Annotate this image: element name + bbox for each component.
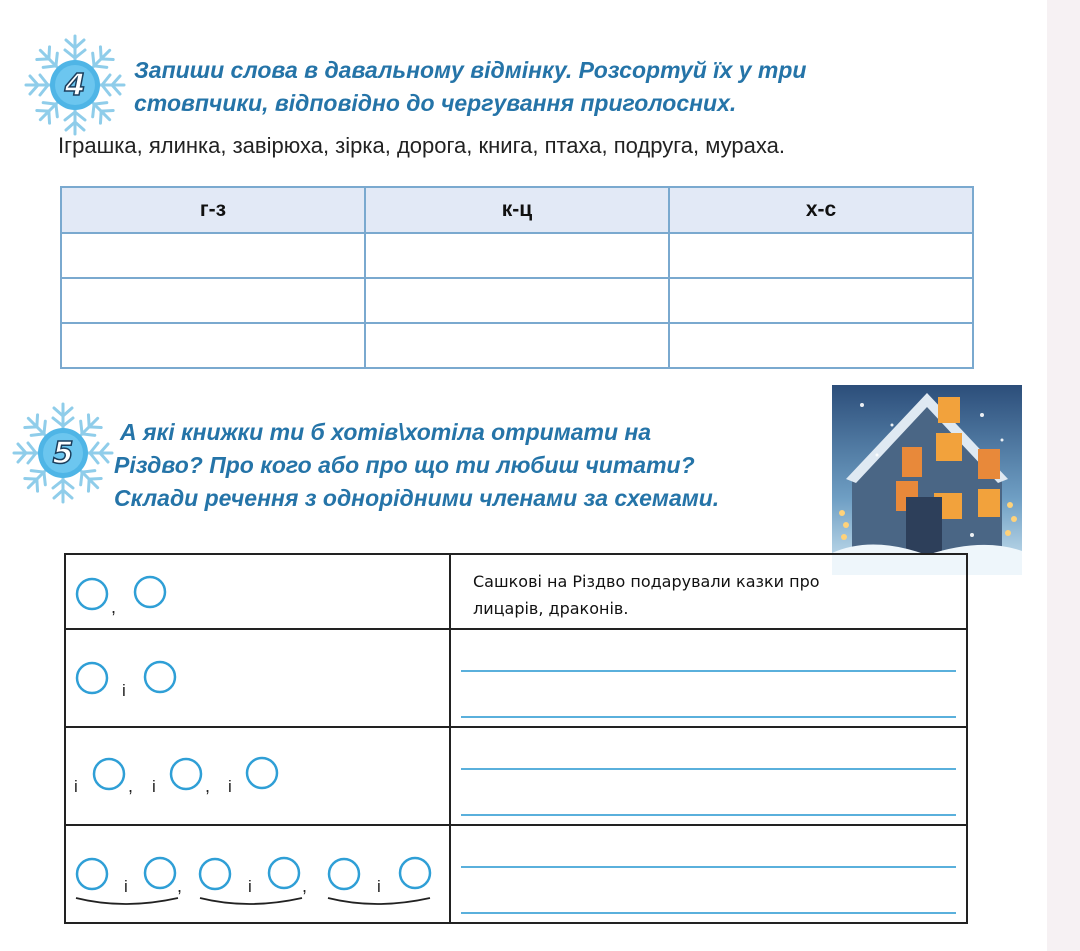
answer-cell[interactable] <box>669 323 973 368</box>
conjunction-mark: і <box>74 777 78 796</box>
comma-mark: , <box>111 597 117 617</box>
scheme-cell <box>65 727 450 825</box>
conjunction-mark: і <box>152 777 156 796</box>
table-row <box>65 825 967 923</box>
answer-lines-cell[interactable] <box>450 825 967 923</box>
member-circle <box>171 759 201 789</box>
comma-mark: , <box>205 776 211 796</box>
pair-bracket <box>328 898 430 904</box>
table-row <box>65 629 967 727</box>
table-row <box>61 233 973 278</box>
table-row <box>61 278 973 323</box>
answer-line[interactable] <box>461 866 956 868</box>
example-line-2: лицарів, драконів. <box>473 599 629 618</box>
pair-bracket <box>76 898 178 904</box>
task-5-title <box>114 416 719 515</box>
example-sentence <box>451 555 966 622</box>
answer-cell[interactable] <box>669 233 973 278</box>
answer-cell[interactable] <box>365 278 669 323</box>
consonant-alternation-table <box>60 186 974 369</box>
winter-house-illustration <box>832 385 1022 575</box>
member-circle <box>135 577 165 607</box>
example-cell <box>450 554 967 629</box>
word-list: Іграшка, ялинка, завірюха, зірка, дорога, книга, птаха, подруга, мураха. <box>58 133 785 158</box>
member-circle <box>77 579 107 609</box>
member-circle <box>269 858 299 888</box>
answer-line[interactable] <box>461 768 956 770</box>
scheme-three-members-repeated-conjunction <box>66 728 449 824</box>
scheme-cell <box>65 825 450 923</box>
table-row <box>65 554 967 629</box>
pair-bracket <box>200 898 302 904</box>
scheme-two-members-comma <box>66 555 449 628</box>
task-number: 4 <box>64 67 86 103</box>
conjunction-mark: і <box>122 681 126 700</box>
comma-mark: , <box>128 776 134 796</box>
table-row <box>61 323 973 368</box>
answer-line[interactable] <box>461 814 956 816</box>
member-circle <box>329 859 359 889</box>
answer-lines-cell[interactable] <box>450 727 967 825</box>
conjunction-mark: і <box>228 777 232 796</box>
member-circle <box>145 662 175 692</box>
conjunction-mark: і <box>248 877 252 896</box>
task-4-title-line-2: стовпчики, відповідно до чергування приголосних. <box>134 90 737 116</box>
page-edge-strip <box>1047 0 1080 951</box>
answer-cell[interactable] <box>365 323 669 368</box>
member-circle <box>400 858 430 888</box>
member-circle <box>94 759 124 789</box>
conjunction-mark: і <box>124 877 128 896</box>
member-circle <box>247 758 277 788</box>
scheme-cell <box>65 629 450 727</box>
task-5-title-line-1: А які книжки ти б хотів\хотіла отримати на <box>120 419 652 445</box>
task-4-badge <box>22 32 128 138</box>
table-row <box>65 727 967 825</box>
answer-line[interactable] <box>461 912 956 914</box>
sentence-scheme-table <box>64 553 968 924</box>
comma-mark: , <box>177 876 183 896</box>
answer-cell[interactable] <box>365 233 669 278</box>
answer-cell[interactable] <box>669 278 973 323</box>
member-circle <box>77 663 107 693</box>
member-circle <box>200 859 230 889</box>
task-number: 5 <box>52 435 74 471</box>
table-header-row <box>61 187 973 233</box>
scheme-paired-members <box>66 826 449 922</box>
member-circle <box>77 859 107 889</box>
answer-line[interactable] <box>461 670 956 672</box>
answer-cell[interactable] <box>61 233 365 278</box>
example-line-1: Сашкові на Різдво подарували казки про <box>473 572 820 591</box>
column-header-k-ts: к-ц <box>365 187 669 233</box>
answer-lines-cell[interactable] <box>450 629 967 727</box>
comma-mark: , <box>302 876 308 896</box>
conjunction-mark: і <box>377 877 381 896</box>
column-header-g-z: г-з <box>61 187 365 233</box>
column-header-kh-s: х-с <box>669 187 973 233</box>
answer-cell[interactable] <box>61 278 365 323</box>
task-5-title-line-2: Різдво? Про кого або про що ти любиш читати? <box>114 452 695 478</box>
scheme-two-members-conjunction <box>66 630 449 726</box>
answer-line[interactable] <box>461 716 956 718</box>
task-4-title <box>134 54 806 120</box>
scheme-cell <box>65 554 450 629</box>
task-5-badge <box>10 400 116 506</box>
answer-cell[interactable] <box>61 323 365 368</box>
task-5-title-line-3: Склади речення з однорідними членами за схемами. <box>114 485 720 511</box>
task-4-title-line-1: Запиши слова в давальному відмінку. Розсортуй їх у три <box>134 57 807 83</box>
member-circle <box>145 858 175 888</box>
